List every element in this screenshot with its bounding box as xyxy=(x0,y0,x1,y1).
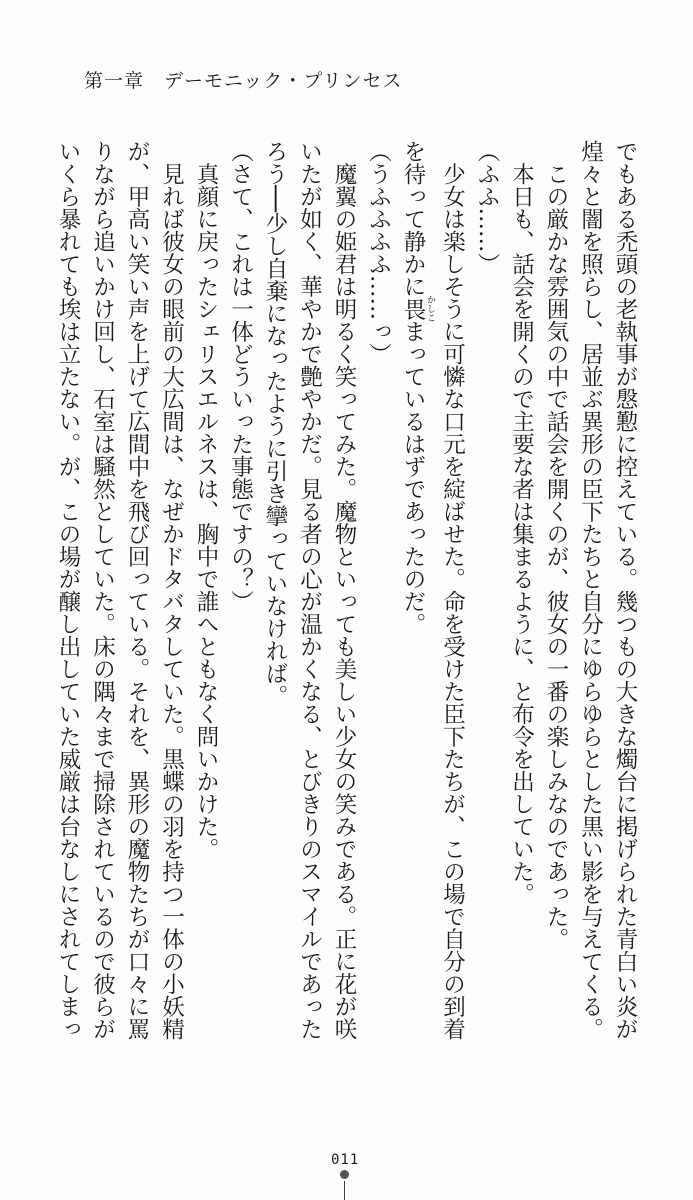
text-line-with-ruby: を待って静かに畏 かしこまっているはずであったのだ。 xyxy=(400,140,435,635)
text-line: ろう──少し自棄になったように引き攣っていなければ。 xyxy=(262,140,288,708)
text-line: （ふふ……） xyxy=(474,140,500,275)
body-text xyxy=(34,140,642,1125)
text-line: でもある禿頭の老執事が慇懃に控えている。幾つもの大きな燭台に掲げられた青白い炎が xyxy=(612,140,638,1040)
text-line: 魔翼の姫君は明るく笑ってみた。魔物といっても美しい少女の笑みである。正に花が咲 xyxy=(331,140,357,1040)
running-header: 第一章 デーモニック・プリンセス xyxy=(84,70,403,92)
page-number: 011 xyxy=(331,1152,360,1168)
text-line: いたが如く、華やかで艶やかだ。見る者の心が温かくなる、とびきりのスマイルであった xyxy=(296,140,323,1040)
ruby-annotation: 畏 かしこ xyxy=(400,295,435,323)
folio-rule xyxy=(344,1181,345,1200)
ruby-reading: かしこ xyxy=(425,295,435,323)
text-line: りながら追いかけ回し、石室は騒然としていた。床の隅々まで掃除されているので彼らが xyxy=(89,140,116,1040)
text-line: 煌々と闇を照らし、居並ぶ異形の臣下たちと自分にゆらゆらとした黒い影を与えてくる。 xyxy=(577,140,604,1040)
text-line: 少女は楽しそうに可憐な口元を綻ばせた。命を受けた臣下たちが、この場で自分の到着 xyxy=(439,140,466,1040)
text-line: （さて、これは一体どういった事態ですの？） xyxy=(227,140,254,613)
text-line: いくら暴れても埃は立たない。が、この場が醸し出していた威厳は台なしにされてしまっ xyxy=(55,140,81,1040)
text-line: が、甲高い笑い声を上げて広間中を飛び回っている。それを、異形の魔物たちが口々に罵 xyxy=(124,140,150,1040)
text-line: 見れば彼女の眼前の大広間は、なぜかドタバタしていた。黒蝶の羽を持つ一体の小妖精 xyxy=(158,140,185,1040)
text-line: （うふふふふ……っ） xyxy=(365,140,392,365)
text-line: 真顔に戻ったシェリスエルネスは、胸中で誰へともなく問いかけた。 xyxy=(193,140,219,860)
text-line: 本日も、話会を開くので主要な者は集まるように、と布令を出していた。 xyxy=(508,140,535,905)
folio-ornament xyxy=(340,1170,349,1179)
text-line: この厳かな雰囲気の中で話会を開くのが、彼女の一番の楽しみなのであった。 xyxy=(543,140,569,950)
